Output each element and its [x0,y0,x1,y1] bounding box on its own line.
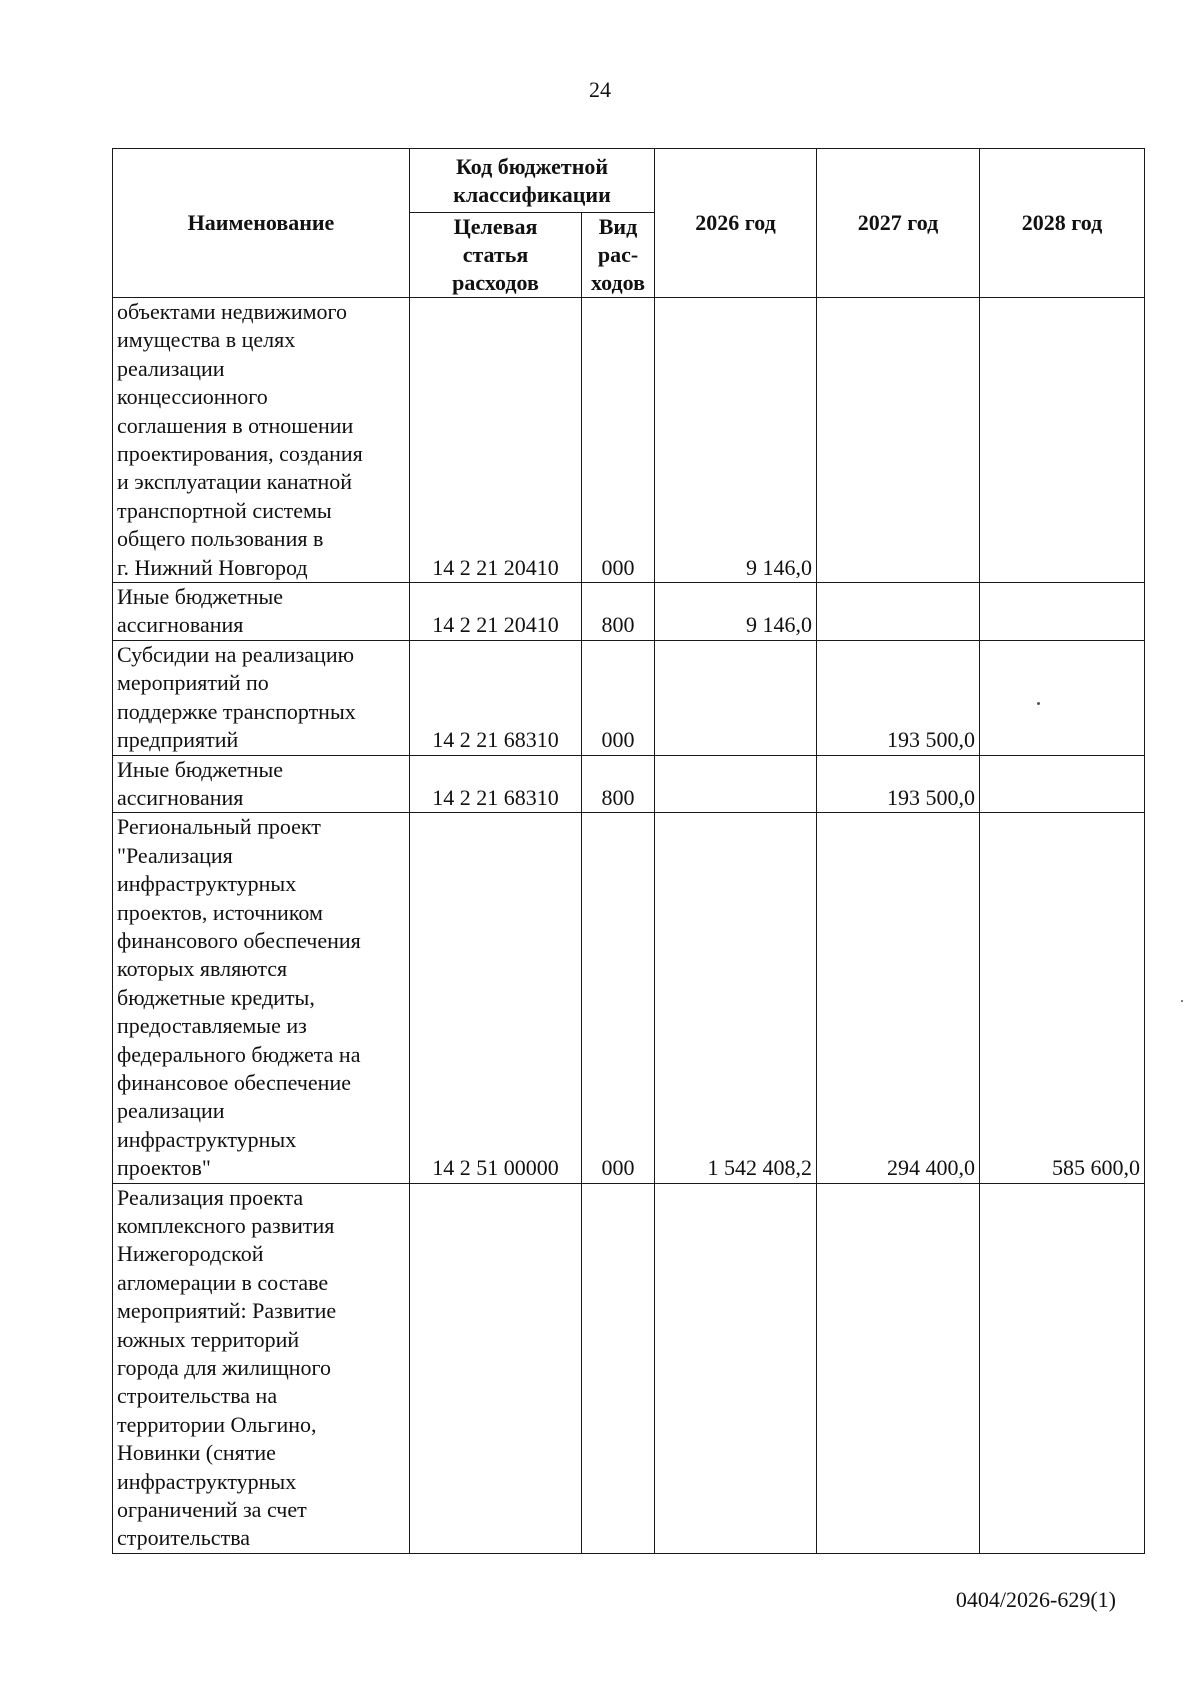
row-amount-2028 [980,583,1145,641]
row-expense-kind: 800 [582,755,655,813]
header-target-article [410,213,582,298]
row-name-line: инфраструктурных [117,871,297,897]
row-target-article [410,1183,582,1553]
row-name-line: имущества в целях [117,327,296,353]
row-name-line: агломерации в составе [117,1269,329,1295]
header-2028: 2028 год [980,149,1145,298]
row-amount-2028 [980,298,1145,583]
table-row [113,1183,1145,1553]
row-name [113,583,410,641]
row-name-line: транспортной системы [117,497,332,523]
row-name-line: города для жилищного [117,1355,332,1381]
table-header [113,149,1145,298]
header-target-line: Целевая [453,214,538,239]
header-target-line: расходов [452,270,539,295]
row-name-line: проектирования, создания [117,441,363,467]
row-expense-kind: 000 [582,813,655,1183]
row-name [113,640,410,755]
document-code: 0404/2026-629(1) [955,1587,1116,1612]
row-name-line: комплексного развития [117,1213,335,1238]
row-name-line: объектами недвижимого [117,299,348,324]
row-name-line: ассигнования [117,784,244,810]
row-expense-kind: 000 [582,298,655,583]
row-name-line: Новинки (снятие [117,1440,276,1466]
row-name-line: финансовое обеспечение [117,1069,351,1095]
row-amount-2027 [817,583,980,641]
row-name-line: соглашения в отношении [117,412,354,438]
row-name-line: территории Ольгино, [117,1411,317,1437]
row-name [113,755,410,813]
row-amount-2026: 1 542 408,2 [655,813,817,1183]
header-kind-line: ходов [591,270,645,295]
row-amount-2026: 9 146,0 [655,583,817,641]
row-name-line: "Реализация [117,842,233,868]
row-name-line: реализации [117,1098,225,1124]
budget-table [112,148,1145,1554]
row-amount-2027: 193 500,0 [817,755,980,813]
table-row [113,640,1145,755]
row-name [113,813,410,1183]
row-name-line: которых являются [117,956,288,982]
row-amount-2028 [980,1183,1145,1553]
row-name-line: проектов" [117,1155,211,1181]
row-name-line: мероприятий по [117,670,269,696]
row-amount-2028: 585 600,0 [980,813,1145,1183]
row-name-line: концессионного [117,384,268,410]
row-name-line: Иные бюджетные [117,756,284,782]
header-2027: 2027 год [817,149,980,298]
header-bcc-line: Код бюджетной [455,153,609,179]
row-amount-2028 [980,640,1145,755]
header-target-line: статья [462,242,529,267]
row-name-line: ограничений за счет [117,1497,307,1523]
row-target-article: 14 2 21 68310 [410,755,582,813]
row-name-line: г. Нижний Новгород [117,554,308,580]
row-name-line: Реализация проекта [117,1184,304,1210]
header-2026: 2026 год [655,149,817,298]
row-name-line: предоставляемые из [117,1013,307,1039]
row-name-line: реализации [117,355,225,381]
row-amount-2027 [817,298,980,583]
row-expense-kind: 000 [582,640,655,755]
header-kind-line: рас- [597,242,639,267]
row-amount-2028 [980,755,1145,813]
row-name-line: инфраструктурных [117,1126,297,1152]
header-kind-line: Вид [598,214,638,239]
row-name-line: ассигнования [117,612,244,638]
row-name-line: проектов, источником [117,899,323,925]
row-amount-2026: 9 146,0 [655,298,817,583]
row-name-line: южных территорий [117,1326,300,1352]
header-expense-kind [582,213,655,298]
row-name-line: строительства на [117,1383,278,1409]
row-amount-2027: 193 500,0 [817,640,980,755]
row-name-line: инфраструктурных [117,1468,297,1494]
row-amount-2026 [655,755,817,813]
table-row [113,298,1145,583]
row-name-line: и эксплуатации канатной [117,469,352,495]
row-amount-2026 [655,640,817,755]
row-expense-kind: 800 [582,583,655,641]
row-name [113,1183,410,1553]
row-amount-2027: 294 400,0 [817,813,980,1183]
scan-speck [1037,702,1040,705]
page-number: 24 [589,77,611,102]
row-name-line: Нижегородской [117,1241,264,1267]
row-name-line: финансового обеспечения [117,927,361,953]
row-target-article: 14 2 21 68310 [410,640,582,755]
row-name-line: строительства [117,1525,251,1551]
row-name-line: Иные бюджетные [117,584,284,610]
table-body [113,298,1145,1554]
row-name-line: мероприятий: Развитие [117,1298,337,1324]
row-name-line: предприятий [117,727,239,753]
table-row [113,755,1145,813]
row-target-article: 14 2 21 20410 [410,583,582,641]
row-name-line: поддержке транспортных [117,698,356,724]
header-bcc-group [410,149,655,213]
scan-speck [1181,1000,1183,1002]
row-amount-2026 [655,1183,817,1553]
header-bcc-line: классификации [453,181,611,207]
row-target-article: 14 2 51 00000 [410,813,582,1183]
header-name: Наименование [113,149,410,298]
row-name-line: бюджетные кредиты, [117,984,315,1010]
row-target-article: 14 2 21 20410 [410,298,582,583]
table-row [113,583,1145,641]
row-amount-2027 [817,1183,980,1553]
row-expense-kind [582,1183,655,1553]
row-name-line: Региональный проект [117,814,321,840]
row-name-line: Субсидии на реализацию [117,641,355,667]
row-name-line: федерального бюджета на [117,1041,361,1067]
row-name-line: общего пользования в [117,526,324,552]
table-row [113,813,1145,1183]
row-name [113,298,410,583]
